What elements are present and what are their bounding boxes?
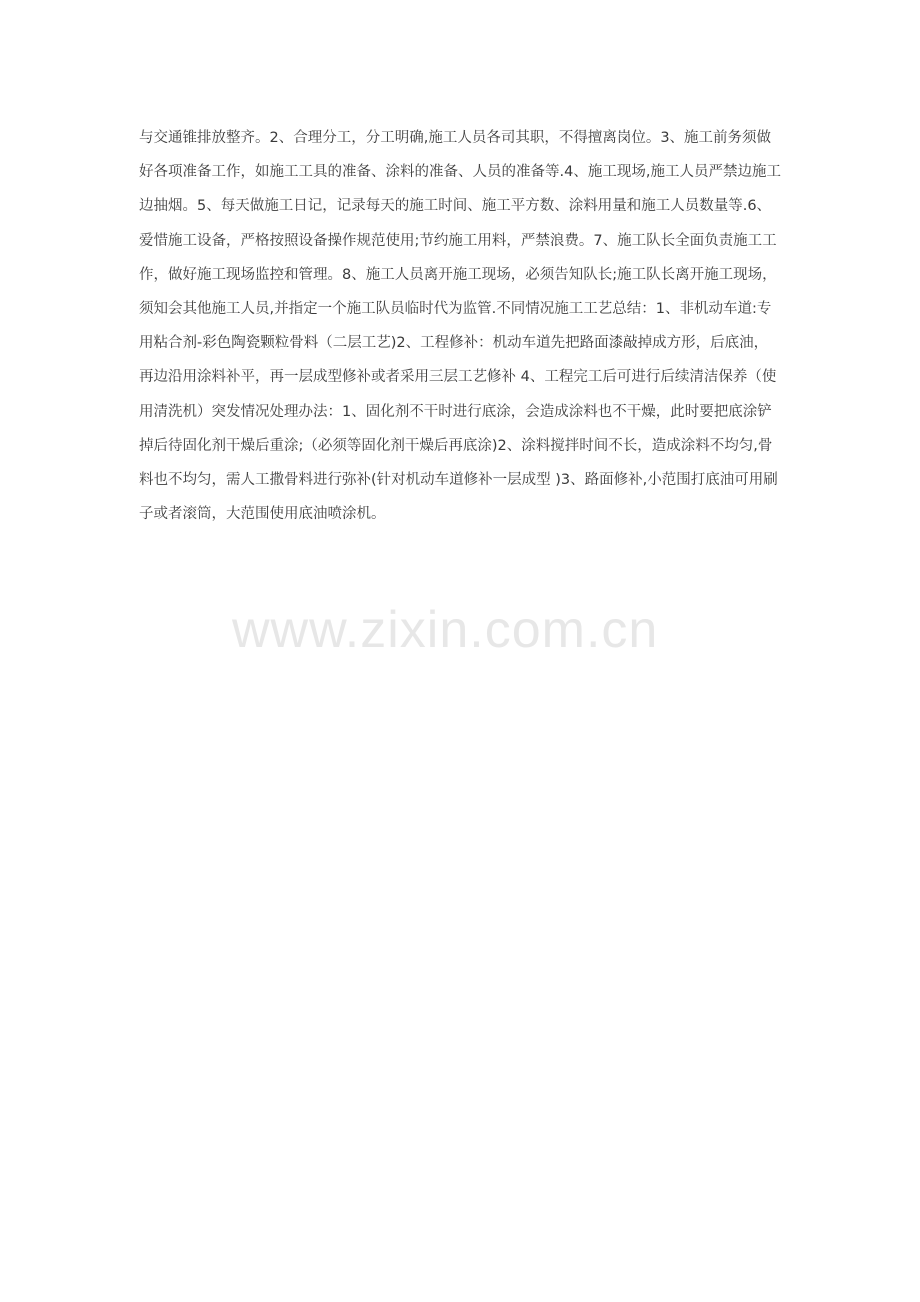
text-line: 料也不均匀，需人工撒骨料进行弥补(针对机动车道修补一层成型 )3、路面修补,小范围打底油可用刷 <box>139 471 778 488</box>
text-line: 掉后待固化剂干燥后重涂;（必须等固化剂干燥后再底涂)2、涂料搅拌时间不长，造成涂料不均匀,骨 <box>139 437 773 454</box>
text-line: 须知会其他施工人员,并指定一个施工队员临时代为监管.不同情况施工工艺总结：1、非机动车道:专 <box>139 300 772 317</box>
text-line: 作，做好施工现场监控和管理。8、施工人员离开施工现场，必须告知队长;施工队长离开施工现场， <box>139 266 777 283</box>
text-line: 好各项准备工作，如施工工具的准备、涂料的准备、人员的准备等.4、施工现场,施工人员严禁边施工 <box>139 164 781 181</box>
text-line: 爱惜施工设备，严格按照设备操作规范使用;节约施工用料，严禁浪费。7、施工队长全面负责施工工 <box>139 232 777 249</box>
text-line: 子或者滚筒，大范围使用底油喷涂机。 <box>139 506 386 523</box>
text-line: 用清洗机）突发情况处理办法：1、固化剂不干时进行底涂，会造成涂料也不干燥，此时要把底涂铲 <box>139 403 772 420</box>
text-line: 边抽烟。5、每天做施工日记，记录每天的施工时间、施工平方数、涂料用量和施工人员数量等.6、 <box>139 198 772 215</box>
text-line: 用粘合剂-彩色陶瓷颗粒骨料（二层工艺)2、工程修补：机动车道先把路面漆敲掉成方形，后底油， <box>139 335 769 352</box>
text-line: 再边沿用涂料补平，再一层成型修补或者采用三层工艺修补 4、工程完工后可进行后续清洁保养（使 <box>139 369 777 386</box>
document-body <box>139 121 799 531</box>
watermark: www.zixin.com.cn <box>232 601 659 659</box>
text-line: 与交通锥排放整齐。2、合理分工，分工明确,施工人员各司其职，不得擅离岗位。3、施工前务须做 <box>139 130 772 146</box>
